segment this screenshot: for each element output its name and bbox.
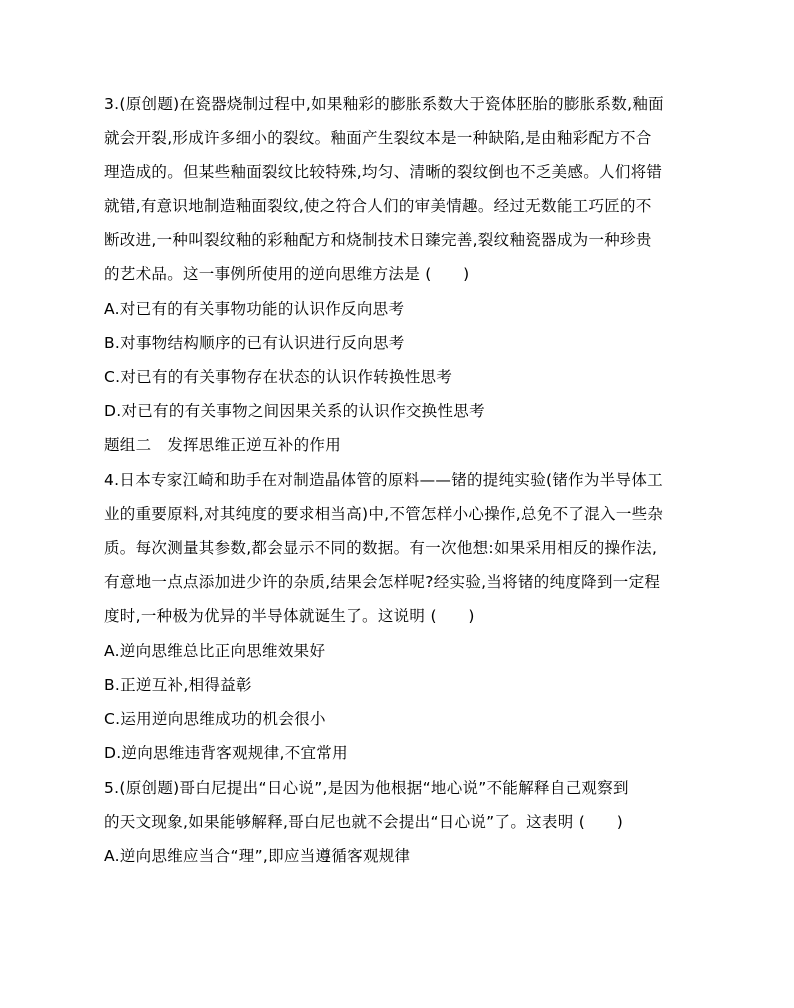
question-3-line: 理造成的。但某些釉面裂纹比较特殊,均匀、清晰的裂纹倒也不乏美感。人们将错	[104, 163, 663, 181]
question-3-line: 断改进,一种叫裂纹釉的彩釉配方和烧制技术日臻完善,裂纹釉瓷器成为一种珍贵	[104, 231, 652, 249]
question-3-option-b[interactable]: B.对事物结构顺序的已有认识进行反向思考	[104, 334, 405, 352]
question-4-option-b[interactable]: B.正逆互补,相得益彰	[104, 676, 252, 694]
question-3-option-c[interactable]: C.对已有的有关事物存在状态的认识作转换性思考	[104, 368, 453, 386]
question-4-line: 度时,一种极为优异的半导体就诞生了。这说明 ( )	[104, 607, 475, 625]
question-5-line: 5.(原创题)哥白尼提出“日心说”,是因为他根据“地心说”不能解释自己观察到	[104, 779, 629, 797]
question-4-line: 质。每次测量其参数,都会显示不同的数据。有一次他想:如果采用相反的操作法,	[104, 539, 658, 557]
question-3-line: 的艺术品。这一事例所使用的逆向思维方法是 ( )	[104, 265, 470, 283]
question-4-line: 4.日本专家江崎和助手在对制造晶体管的原料——锗的提纯实验(锗作为半导体工	[104, 471, 663, 489]
question-3-line: 3.(原创题)在瓷器烧制过程中,如果釉彩的膨胀系数大于瓷体胚胎的膨胀系数,釉面	[104, 95, 664, 113]
question-5-option-a[interactable]: A.逆向思维应当合“理”,即应当遵循客观规律	[104, 847, 411, 865]
question-5-line: 的天文现象,如果能够解释,哥白尼也就不会提出“日心说”了。这表明 ( )	[104, 813, 624, 831]
question-3-option-d[interactable]: D.对已有的有关事物之间因果关系的认识作交换性思考	[104, 402, 485, 420]
question-4-line: 业的重要原料,对其纯度的要求相当高)中,不管怎样小心操作,总免不了混入一些杂	[104, 505, 664, 523]
question-3-line: 就错,有意识地制造釉面裂纹,使之符合人们的审美情趣。经过无数能工巧匠的不	[104, 197, 652, 215]
question-4-option-c[interactable]: C.运用逆向思维成功的机会很小	[104, 710, 326, 728]
question-4-line: 有意地一点点添加进少许的杂质,结果会怎样呢?经实验,当将锗的纯度降到一定程	[104, 573, 661, 591]
question-3-line: 就会开裂,形成许多细小的裂纹。釉面产生裂纹本是一种缺陷,是由釉彩配方不合	[104, 129, 652, 147]
question-4-option-d[interactable]: D.逆向思维违背客观规律,不宜常用	[104, 744, 348, 762]
section-heading: 题组二 发挥思维正逆互补的作用	[104, 436, 342, 454]
question-3-option-a[interactable]: A.对已有的有关事物功能的认识作反向思考	[104, 300, 405, 318]
question-4-option-a[interactable]: A.逆向思维总比正向思维效果好	[104, 642, 326, 660]
